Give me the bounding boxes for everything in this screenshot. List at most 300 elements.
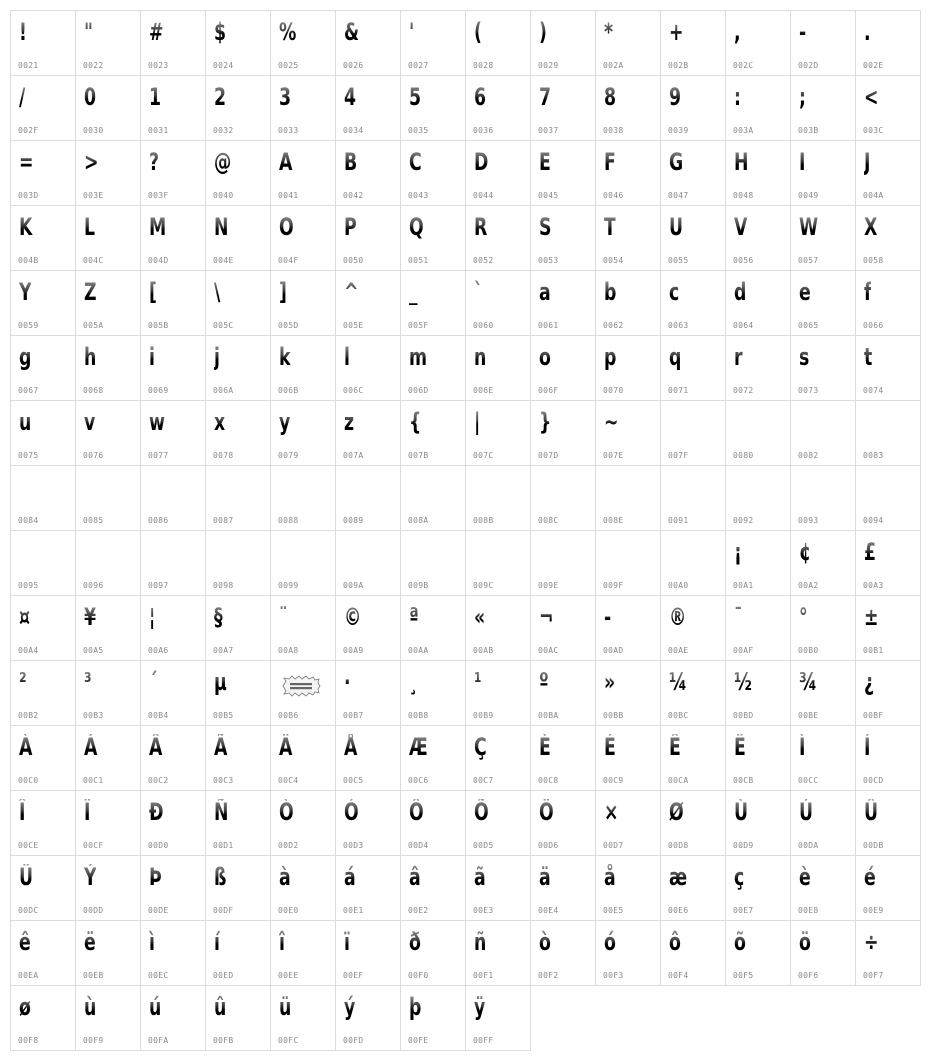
glyph-cell[interactable]: [660, 140, 726, 206]
glyph-cell[interactable]: [335, 725, 401, 791]
glyph-cell[interactable]: [465, 270, 531, 336]
glyph-cell[interactable]: [205, 725, 271, 791]
codepoint-label: 00B5: [213, 711, 234, 720]
glyph-cell[interactable]: [75, 920, 141, 986]
glyph-cell[interactable]: [530, 10, 596, 76]
glyph-cell[interactable]: [790, 725, 856, 791]
glyph-cell[interactable]: [595, 595, 661, 661]
glyph-preview: j: [214, 343, 220, 371]
codepoint-label: 0053: [538, 256, 559, 265]
glyph-cell[interactable]: [335, 660, 401, 726]
glyph-cell[interactable]: [855, 660, 921, 726]
glyph-preview: Ä: [279, 733, 293, 761]
glyph-cell[interactable]: [140, 985, 206, 1051]
glyph-cell[interactable]: [140, 660, 206, 726]
glyph-preview: Ò: [279, 798, 294, 826]
codepoint-label: 002E: [863, 61, 884, 70]
glyph-cell[interactable]: [595, 10, 661, 76]
glyph-cell[interactable]: [270, 660, 336, 726]
glyph-preview: ³: [84, 668, 92, 696]
glyph-cell[interactable]: [595, 75, 661, 141]
glyph-preview: ñ: [474, 928, 487, 956]
glyph-cell[interactable]: [790, 400, 856, 466]
codepoint-label: 00F0: [408, 971, 429, 980]
codepoint-label: 00C4: [278, 776, 299, 785]
glyph-cell[interactable]: [855, 595, 921, 661]
glyph-cell[interactable]: [465, 335, 531, 401]
glyph-cell[interactable]: [725, 530, 791, 596]
glyph-cell[interactable]: [595, 465, 661, 531]
glyph-preview: Â: [149, 733, 163, 761]
glyph-cell[interactable]: [335, 530, 401, 596]
glyph-cell[interactable]: [205, 270, 271, 336]
glyph-cell[interactable]: [10, 270, 76, 336]
glyph-cell[interactable]: [660, 660, 726, 726]
glyph-cell[interactable]: [140, 725, 206, 791]
glyph-cell[interactable]: [660, 75, 726, 141]
glyph-preview: |: [474, 408, 481, 436]
glyph-cell[interactable]: [790, 660, 856, 726]
glyph-cell[interactable]: [205, 595, 271, 661]
codepoint-label: 00E4: [538, 906, 559, 915]
glyph-preview: º: [539, 668, 549, 696]
glyph-cell[interactable]: [140, 270, 206, 336]
glyph-preview: Î: [19, 798, 26, 826]
glyph-cell[interactable]: [855, 205, 921, 271]
glyph-cell[interactable]: [270, 335, 336, 401]
glyph-cell[interactable]: [75, 660, 141, 726]
glyph-cell[interactable]: [75, 530, 141, 596]
glyph-cell[interactable]: [660, 595, 726, 661]
glyph-cell[interactable]: [400, 985, 466, 1051]
glyph-cell[interactable]: [205, 660, 271, 726]
glyph-cell[interactable]: [400, 725, 466, 791]
glyph-cell[interactable]: [335, 400, 401, 466]
codepoint-label: 0040: [213, 191, 234, 200]
glyph-cell[interactable]: [205, 75, 271, 141]
codepoint-label: 00AC: [538, 646, 559, 655]
glyph-cell[interactable]: [530, 465, 596, 531]
glyph-cell[interactable]: [595, 205, 661, 271]
glyph-cell[interactable]: [270, 400, 336, 466]
glyph-cell[interactable]: [75, 855, 141, 921]
codepoint-label: 0039: [668, 126, 689, 135]
glyph-cell[interactable]: [400, 140, 466, 206]
glyph-cell[interactable]: [530, 920, 596, 986]
glyph-cell[interactable]: [530, 205, 596, 271]
glyph-cell[interactable]: [530, 400, 596, 466]
glyph-cell[interactable]: [400, 595, 466, 661]
glyph-cell[interactable]: [660, 400, 726, 466]
glyph-cell[interactable]: [10, 140, 76, 206]
glyph-cell[interactable]: [855, 920, 921, 986]
glyph-cell[interactable]: [140, 790, 206, 856]
glyph-cell[interactable]: [10, 205, 76, 271]
codepoint-label: 005E: [343, 321, 364, 330]
glyph-cell[interactable]: [465, 660, 531, 726]
glyph-cell[interactable]: [270, 985, 336, 1051]
glyph-cell[interactable]: [10, 855, 76, 921]
glyph-cell[interactable]: [400, 530, 466, 596]
glyph-cell[interactable]: [75, 790, 141, 856]
codepoint-label: 00A7: [213, 646, 234, 655]
glyph-cell[interactable]: [400, 10, 466, 76]
glyph-cell[interactable]: [270, 10, 336, 76]
glyph-cell[interactable]: [530, 140, 596, 206]
glyph-cell[interactable]: [725, 140, 791, 206]
glyph-cell[interactable]: [465, 790, 531, 856]
glyph-cell[interactable]: [595, 790, 661, 856]
glyph-cell[interactable]: [660, 205, 726, 271]
codepoint-label: 00CD: [863, 776, 884, 785]
glyph-cell[interactable]: [465, 75, 531, 141]
glyph-cell[interactable]: [855, 75, 921, 141]
glyph-cell[interactable]: [660, 465, 726, 531]
glyph-cell[interactable]: [530, 530, 596, 596]
glyph-cell[interactable]: [400, 335, 466, 401]
glyph-cell[interactable]: [465, 400, 531, 466]
glyph-cell[interactable]: [140, 530, 206, 596]
glyph-cell[interactable]: [205, 465, 271, 531]
glyph-cell[interactable]: [75, 270, 141, 336]
glyph-cell[interactable]: [725, 205, 791, 271]
glyph-cell[interactable]: [790, 10, 856, 76]
glyph-cell[interactable]: [725, 270, 791, 336]
glyph-cell[interactable]: [595, 855, 661, 921]
glyph-cell[interactable]: [335, 790, 401, 856]
glyph-cell[interactable]: [855, 855, 921, 921]
codepoint-label: 009F: [603, 581, 624, 590]
glyph-cell[interactable]: [335, 335, 401, 401]
glyph-cell[interactable]: [205, 790, 271, 856]
glyph-cell[interactable]: [270, 920, 336, 986]
glyph-cell[interactable]: [270, 205, 336, 271]
glyph-cell[interactable]: [75, 140, 141, 206]
glyph-cell[interactable]: [335, 595, 401, 661]
codepoint-label: 00AF: [733, 646, 754, 655]
glyph-cell[interactable]: [465, 465, 531, 531]
glyph-cell[interactable]: [660, 920, 726, 986]
glyph-cell[interactable]: [725, 920, 791, 986]
codepoint-label: 00D3: [343, 841, 364, 850]
glyph-cell[interactable]: [400, 920, 466, 986]
glyph-cell[interactable]: [595, 400, 661, 466]
glyph-cell[interactable]: [335, 75, 401, 141]
codepoint-label: 00C1: [83, 776, 104, 785]
codepoint-label: 0069: [148, 386, 169, 395]
glyph-cell[interactable]: [75, 465, 141, 531]
glyph-cell[interactable]: [465, 985, 531, 1051]
glyph-preview: Ð: [149, 798, 164, 826]
glyph-preview: Ó: [344, 798, 359, 826]
glyph-cell[interactable]: [335, 140, 401, 206]
glyph-cell[interactable]: [10, 985, 76, 1051]
glyph-preview: ã: [474, 863, 486, 891]
glyph-cell[interactable]: [790, 205, 856, 271]
glyph-cell[interactable]: [530, 270, 596, 336]
codepoint-label: 0032: [213, 126, 234, 135]
glyph-preview: I: [799, 148, 806, 176]
glyph-cell[interactable]: [855, 530, 921, 596]
codepoint-label: 00E2: [408, 906, 429, 915]
glyph-cell[interactable]: [140, 920, 206, 986]
glyph-cell[interactable]: [270, 270, 336, 336]
codepoint-label: 00B8: [408, 711, 429, 720]
glyph-cell[interactable]: [10, 335, 76, 401]
codepoint-label: 0070: [603, 386, 624, 395]
glyph-preview: &: [344, 18, 360, 46]
glyph-cell[interactable]: [855, 140, 921, 206]
codepoint-label: 0076: [83, 451, 104, 460]
glyph-cell[interactable]: [465, 725, 531, 791]
glyph-cell[interactable]: [140, 335, 206, 401]
glyph-cell[interactable]: [205, 205, 271, 271]
glyph-cell[interactable]: [660, 270, 726, 336]
glyph-preview: Í: [864, 733, 871, 761]
glyph-cell[interactable]: [465, 530, 531, 596]
glyph-cell[interactable]: [790, 270, 856, 336]
glyph-cell[interactable]: [140, 75, 206, 141]
glyph-cell[interactable]: [660, 855, 726, 921]
glyph-cell[interactable]: [10, 75, 76, 141]
glyph-preview: C: [409, 148, 422, 176]
glyph-cell[interactable]: [270, 75, 336, 141]
glyph-cell[interactable]: [595, 725, 661, 791]
codepoint-label: 0063: [668, 321, 689, 330]
glyph-cell[interactable]: [725, 465, 791, 531]
glyph-cell[interactable]: [660, 530, 726, 596]
glyph-cell[interactable]: [400, 205, 466, 271]
glyph-cell[interactable]: [75, 595, 141, 661]
glyph-cell[interactable]: [10, 660, 76, 726]
glyph-cell[interactable]: [855, 335, 921, 401]
glyph-cell[interactable]: [400, 855, 466, 921]
glyph-cell[interactable]: [400, 400, 466, 466]
glyph-cell[interactable]: [595, 530, 661, 596]
glyph-cell[interactable]: [75, 10, 141, 76]
glyph-preview: @: [214, 148, 232, 176]
glyph-cell[interactable]: [530, 660, 596, 726]
glyph-cell[interactable]: [140, 400, 206, 466]
glyph-cell[interactable]: [725, 660, 791, 726]
codepoint-label: 0025: [278, 61, 299, 70]
glyph-cell[interactable]: [270, 140, 336, 206]
glyph-cell[interactable]: [400, 465, 466, 531]
glyph-cell[interactable]: [335, 855, 401, 921]
codepoint-label: 0048: [733, 191, 754, 200]
glyph-cell[interactable]: [400, 270, 466, 336]
glyph-cell[interactable]: [465, 920, 531, 986]
glyph-preview: å: [604, 863, 616, 891]
glyph-cell[interactable]: [595, 335, 661, 401]
glyph-cell[interactable]: [725, 10, 791, 76]
glyph-cell[interactable]: [660, 335, 726, 401]
codepoint-label: 00D4: [408, 841, 429, 850]
glyph-preview: Ù: [734, 798, 749, 826]
glyph-cell[interactable]: [335, 985, 401, 1051]
glyph-cell[interactable]: [465, 855, 531, 921]
glyph-cell[interactable]: [595, 270, 661, 336]
glyph-preview: d: [734, 278, 747, 306]
glyph-cell[interactable]: [725, 725, 791, 791]
glyph-cell[interactable]: [660, 790, 726, 856]
glyph-cell[interactable]: [530, 75, 596, 141]
glyph-cell[interactable]: [595, 660, 661, 726]
glyph-cell[interactable]: [530, 725, 596, 791]
glyph-cell[interactable]: [790, 140, 856, 206]
glyph-cell[interactable]: [855, 790, 921, 856]
glyph-cell[interactable]: [75, 75, 141, 141]
glyph-cell[interactable]: [75, 725, 141, 791]
glyph-cell[interactable]: [725, 335, 791, 401]
glyph-cell[interactable]: [400, 660, 466, 726]
glyph-preview: Ý: [84, 863, 97, 891]
glyph-preview: ä: [539, 863, 551, 891]
glyph-preview: þ: [409, 993, 422, 1021]
glyph-preview: Ê: [669, 733, 681, 761]
glyph-cell[interactable]: [140, 465, 206, 531]
glyph-cell[interactable]: [660, 725, 726, 791]
glyph-cell[interactable]: [10, 400, 76, 466]
glyph-cell[interactable]: [205, 10, 271, 76]
glyph-cell[interactable]: [790, 335, 856, 401]
glyph-cell[interactable]: [205, 985, 271, 1051]
glyph-preview: D: [474, 148, 489, 176]
glyph-cell[interactable]: [530, 595, 596, 661]
glyph-cell[interactable]: [10, 790, 76, 856]
glyph-cell[interactable]: [205, 335, 271, 401]
codepoint-label: 005A: [83, 321, 104, 330]
glyph-cell[interactable]: [790, 790, 856, 856]
glyph-cell[interactable]: [205, 920, 271, 986]
codepoint-label: 0088: [278, 516, 299, 525]
glyph-grid: [10, 10, 920, 1050]
glyph-cell[interactable]: [10, 725, 76, 791]
glyph-cell[interactable]: [725, 400, 791, 466]
glyph-cell[interactable]: [270, 530, 336, 596]
glyph-cell[interactable]: [140, 140, 206, 206]
glyph-cell[interactable]: [140, 205, 206, 271]
codepoint-label: 00FA: [148, 1036, 169, 1045]
codepoint-label: 00B1: [863, 646, 884, 655]
glyph-preview: u: [19, 408, 32, 436]
glyph-cell[interactable]: [10, 920, 76, 986]
glyph-cell[interactable]: [205, 140, 271, 206]
glyph-cell[interactable]: [75, 335, 141, 401]
codepoint-label: 00EB: [83, 971, 104, 980]
glyph-preview: +: [669, 18, 684, 46]
glyph-cell[interactable]: [140, 855, 206, 921]
glyph-cell[interactable]: [75, 400, 141, 466]
codepoint-label: 006D: [408, 386, 429, 395]
glyph-cell[interactable]: [465, 140, 531, 206]
glyph-cell[interactable]: [140, 595, 206, 661]
glyph-cell[interactable]: [270, 855, 336, 921]
glyph-preview: e: [799, 278, 811, 306]
codepoint-label: 0092: [733, 516, 754, 525]
glyph-cell[interactable]: [790, 920, 856, 986]
codepoint-label: 006C: [343, 386, 364, 395]
glyph-cell[interactable]: [10, 595, 76, 661]
glyph-cell[interactable]: [465, 10, 531, 76]
glyph-preview: Õ: [474, 798, 489, 826]
glyph-cell[interactable]: [205, 855, 271, 921]
codepoint-label: 00DA: [798, 841, 819, 850]
glyph-cell[interactable]: [465, 205, 531, 271]
glyph-cell[interactable]: [530, 335, 596, 401]
codepoint-label: 0060: [473, 321, 494, 330]
glyph-preview: ]: [279, 278, 287, 306]
glyph-cell[interactable]: [400, 75, 466, 141]
codepoint-label: 0067: [18, 386, 39, 395]
glyph-cell[interactable]: [855, 10, 921, 76]
glyph-preview: ¢: [799, 538, 812, 566]
glyph-cell[interactable]: [855, 270, 921, 336]
codepoint-label: 00DB: [863, 841, 884, 850]
glyph-cell[interactable]: [725, 855, 791, 921]
glyph-cell[interactable]: [855, 465, 921, 531]
glyph-preview: p: [604, 343, 617, 371]
glyph-cell[interactable]: [790, 595, 856, 661]
glyph-cell[interactable]: [790, 530, 856, 596]
glyph-cell[interactable]: [205, 400, 271, 466]
codepoint-label: 00BF: [863, 711, 884, 720]
glyph-cell[interactable]: [595, 140, 661, 206]
glyph-preview: ù: [84, 993, 97, 1021]
glyph-cell[interactable]: [10, 10, 76, 76]
glyph-preview: 3: [279, 83, 292, 111]
glyph-cell[interactable]: [270, 595, 336, 661]
codepoint-label: 00E5: [603, 906, 624, 915]
glyph-preview: ": [84, 18, 94, 46]
glyph-cell[interactable]: [725, 595, 791, 661]
glyph-cell[interactable]: [205, 530, 271, 596]
codepoint-label: 0066: [863, 321, 884, 330]
glyph-cell[interactable]: [790, 465, 856, 531]
glyph-cell[interactable]: [465, 595, 531, 661]
glyph-cell[interactable]: [75, 985, 141, 1051]
glyph-cell[interactable]: [10, 530, 76, 596]
codepoint-label: 005F: [408, 321, 429, 330]
glyph-cell[interactable]: [335, 465, 401, 531]
glyph-cell[interactable]: [270, 790, 336, 856]
glyph-cell[interactable]: [790, 855, 856, 921]
glyph-cell[interactable]: [335, 205, 401, 271]
glyph-cell[interactable]: [530, 855, 596, 921]
glyph-cell[interactable]: [270, 465, 336, 531]
glyph-cell[interactable]: [75, 205, 141, 271]
glyph-cell[interactable]: [140, 10, 206, 76]
glyph-cell[interactable]: [855, 725, 921, 791]
glyph-cell[interactable]: [595, 920, 661, 986]
codepoint-label: 002A: [603, 61, 624, 70]
codepoint-label: 00F2: [538, 971, 559, 980]
glyph-cell[interactable]: [790, 75, 856, 141]
glyph-cell[interactable]: [725, 790, 791, 856]
glyph-cell[interactable]: [400, 790, 466, 856]
glyph-cell[interactable]: [725, 75, 791, 141]
glyph-cell[interactable]: [335, 10, 401, 76]
glyph-preview: î: [279, 928, 285, 956]
glyph-cell[interactable]: [855, 400, 921, 466]
glyph-cell[interactable]: [335, 270, 401, 336]
glyph-cell[interactable]: [10, 465, 76, 531]
glyph-cell[interactable]: [660, 10, 726, 76]
glyph-cell[interactable]: [530, 790, 596, 856]
glyph-cell[interactable]: [270, 725, 336, 791]
codepoint-label: 006E: [473, 386, 494, 395]
glyph-cell[interactable]: [335, 920, 401, 986]
